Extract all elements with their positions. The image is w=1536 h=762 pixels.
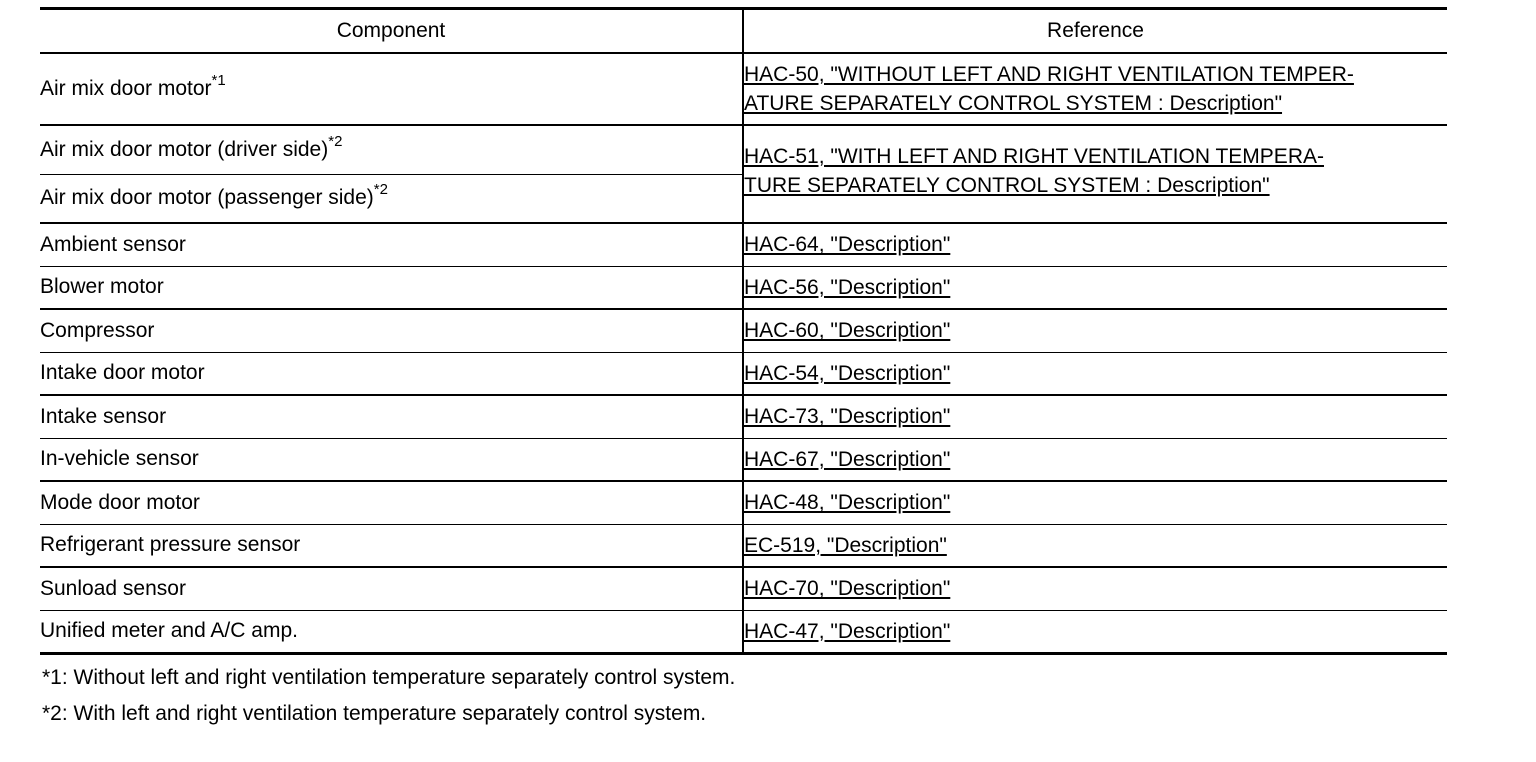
component-reference-table bbox=[40, 7, 1447, 655]
table-row bbox=[40, 395, 1447, 438]
reference-link[interactable]: HAC-50, "WITHOUT LEFT AND RIGHT VENTILATION TEMPER- bbox=[744, 63, 1354, 86]
table-row bbox=[40, 567, 1447, 610]
component-cell: Compressor bbox=[40, 318, 155, 342]
reference-link[interactable]: TURE SEPARATELY CONTROL SYSTEM : Description" bbox=[744, 174, 1270, 197]
reference-link[interactable]: HAC-56, "Description" bbox=[744, 275, 951, 299]
reference-cell bbox=[743, 352, 1447, 395]
footnote-2: *2: With left and right ventilation temperature separately control system. bbox=[42, 702, 707, 725]
reference-link[interactable]: ATURE SEPARATELY CONTROL SYSTEM : Description" bbox=[744, 92, 1283, 115]
footnote-mark: *1 bbox=[211, 72, 226, 89]
reference-cell bbox=[743, 53, 1447, 125]
reference-cell bbox=[743, 223, 1447, 266]
footnotes bbox=[42, 660, 735, 732]
component-cell: Intake door motor bbox=[40, 361, 205, 385]
reference-cell bbox=[743, 481, 1447, 524]
component-cell: Sunload sensor bbox=[40, 576, 186, 600]
footnote-mark: *2 bbox=[373, 181, 388, 199]
footnote-mark: *2 bbox=[328, 132, 343, 150]
table-row bbox=[40, 481, 1447, 524]
component-cell: Air mix door motor (passenger side)$^{*2}$ bbox=[40, 181, 388, 210]
component-cell: Blower motor bbox=[40, 275, 164, 299]
reference-cell bbox=[743, 309, 1447, 352]
reference-cell bbox=[743, 610, 1447, 653]
reference-cell bbox=[743, 266, 1447, 309]
reference-cell bbox=[743, 567, 1447, 610]
component-cell: Air mix door motor$^{*1}$ bbox=[40, 72, 226, 100]
component-cell: Intake sensor bbox=[40, 404, 167, 428]
table-row bbox=[40, 125, 1447, 174]
component-cell: Air mix door motor (driver side)$^{*2}$ bbox=[40, 132, 343, 161]
reference-link[interactable]: HAC-73, "Description" bbox=[744, 405, 951, 429]
reference-cell bbox=[743, 395, 1447, 438]
component-cell: Ambient sensor bbox=[40, 232, 186, 256]
component-cell: Mode door motor bbox=[40, 490, 200, 514]
table-row bbox=[40, 438, 1447, 481]
reference-link[interactable]: HAC-48, "Description" bbox=[744, 491, 951, 515]
reference-link[interactable]: HAC-54, "Description" bbox=[744, 361, 951, 385]
table-row bbox=[40, 610, 1447, 653]
reference-cell bbox=[743, 438, 1447, 481]
header-component: Component bbox=[336, 19, 446, 42]
table-row bbox=[40, 223, 1447, 266]
reference-link[interactable]: EC-519, "Description" bbox=[744, 533, 947, 557]
reference-link[interactable]: HAC-60, "Description" bbox=[744, 319, 951, 343]
table-row bbox=[40, 524, 1447, 567]
reference-link[interactable]: HAC-47, "Description" bbox=[744, 619, 951, 643]
table-row bbox=[40, 352, 1447, 395]
reference-link[interactable]: HAC-67, "Description" bbox=[744, 447, 951, 471]
component-cell: Refrigerant pressure sensor bbox=[40, 533, 301, 557]
reference-cell bbox=[743, 125, 1447, 223]
table-row bbox=[40, 266, 1447, 309]
footnote-1: *1: Without left and right ventilation temperature separately control system. bbox=[42, 666, 736, 689]
header-reference: Reference bbox=[743, 9, 1447, 54]
reference-link[interactable]: HAC-64, "Description" bbox=[744, 233, 951, 257]
component-cell: In-vehicle sensor bbox=[40, 447, 199, 471]
table-row bbox=[40, 53, 1447, 125]
table-header-row bbox=[40, 9, 1447, 54]
component-cell: Unified meter and A/C amp. bbox=[40, 619, 298, 642]
reference-cell bbox=[743, 524, 1447, 567]
reference-link[interactable]: HAC-51, "WITH LEFT AND RIGHT VENTILATION TEMPERA- bbox=[744, 145, 1324, 168]
reference-link[interactable]: HAC-70, "Description" bbox=[744, 577, 951, 601]
table-row bbox=[40, 309, 1447, 352]
